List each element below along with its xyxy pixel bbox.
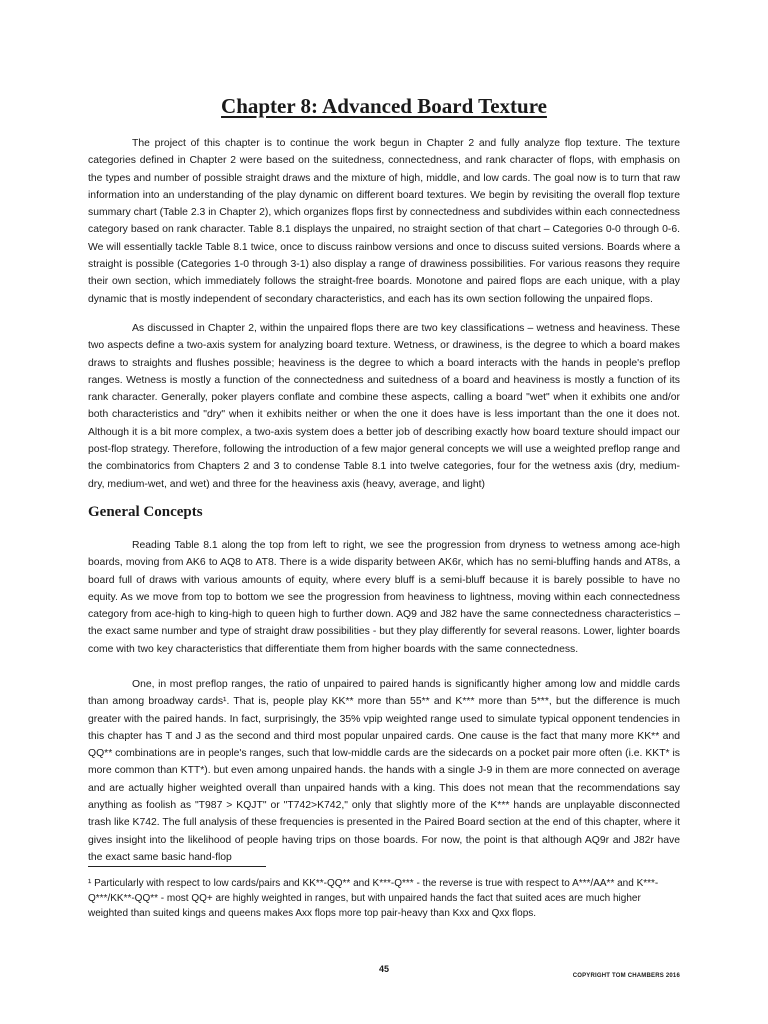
page-number: 45 [378, 964, 389, 974]
chapter-title: Chapter 8: Advanced Board Texture [221, 94, 547, 118]
body-paragraph: Reading Table 8.1 along the top from left to right, we see the progression from dryness to wetness among ace-high boards, moving from AK6 to AQ8 to AT8. There is a wide disparity between AK6r, which has no semi-bluffing hands and AT8s, a board full of draws with various amounts of equity, where every bluff is a semi-bluff because it is barely possible to have no equity. As we move from top to bottom we see the progression from heaviness to lightness, moving within each connectedness category from ace-high to king-high to queen high to further down. AQ9 and J82 have the same connectedness characteristics – the exact same number and type of straight draw possibilities - but they play differently for several reasons. Lower, lighter boards come with two key characteristics that differentiate them from higher boards with the same connectedness. [88, 540, 680, 655]
section-heading: General Concepts [88, 504, 203, 520]
body-paragraph: One, in most preflop ranges, the ratio of unpaired to paired hands is significantly higher among low and middle cards than among broadway cards¹. That is, people play KK** more than 55** and K*** more than 5***, but the difference is much greater with the paired hands. In fact, surprisingly, the 35% vpip weighted range used to simulate typical opponent tendencies in this chapter has T and J as the second and third most popular unpaired cards. One cause is the fact that many more KK** and QQ** combinations are in people's ranges, such that low-middle cards are the sidecards on a pocket pair more often (i.e. KKT* is more common than KTT*). but even among unpaired hands. the hands with a single J-9 in them are more connected on average and are actually higher weighted overall than unpaired hands with a king. This does not mean that the recommendations say anything as foolish as "T987 > KQJT" or "T742>K742," only that slightly more of the K*** hands are unplayable disconnected trash like K742. The full analysis of these frequencies is presented in the Paired Board section at the end of this chapter, where it gives insight into the likelihood of people having trips on those boards. For now, the point is that although AQ9r and J82r have the exact same basic hand-flop [88, 679, 680, 863]
copyright-notice: COPYRIGHT TOM CHAMBERS 2016 [572, 973, 680, 979]
footnote: ¹ Particularly with respect to low cards/pairs and KK**-QQ** and K***-Q*** - the reverse is true with respect to A***/AA** and K***-Q***/KK**-QQ** - most QQ+ are highly weighted in ranges, but with unpaired hands the fact that suited aces are much higher weighted than suited kings and queens makes Axx flops more top pair-heavy than Kxx and Qxx flops. [88, 878, 659, 919]
document-page [88, 0, 680, 1024]
body-paragraph: The project of this chapter is to continue the work begun in Chapter 2 and fully analyze flop texture. The texture categories defined in Chapter 2 were based on the suitedness, connectedness, and rank character of flops, with emphasis on the types and number of possible straight draws and the mixture of high, middle, and low cards. The goal now is to turn that raw information into an understanding of the play dynamic on different board textures. We begin by revisiting the overall flop texture summary chart (Table 2.3 in Chapter 2), which organizes flops first by connectedness and subdivides within each connectedness category based on rank character. Table 8.1 displays the unpaired, no straight section of that chart – Categories 0-0 through 0-6. We will essentially tackle Table 8.1 twice, once to discuss rainbow versions and once to discuss suited versions. Boards where a straight is possible (Categories 1-0 through 3-1) also display a range of drawiness possibilities. For various reasons they require their own section, which immediately follows the straight-free boards. Monotone and paired flops are each unique, with a play dynamic that is mostly independent of secondary characteristics, and each has its own section following the unpaired flops. [88, 138, 680, 305]
body-paragraph: As discussed in Chapter 2, within the unpaired flops there are two key classifications – wetness and heaviness. These two aspects define a two-axis system for analyzing board texture. Wetness, or drawiness, is the degree to which a board makes draws to straights and flushes possible; heaviness is the degree to which a board interacts with the hands in people's preflop ranges. Wetness is mostly a function of the connectedness and suitedness of a board and heaviness is mostly a function of its rank character. Generally, poker players conflate and combine these aspects, calling a board "wet" when it exhibits one and/or both characteristics and "dry" when it exhibits neither or when the one it does have is less important than the one it does not. Although it is a bit more complex, a two-axis system does a better job of describing exactly how board texture should impact our post-flop strategy. Therefore, following the introduction of a few major general concepts we will use a weighted preflop range and the combinatorics from Chapters 2 and 3 to condense Table 8.1 into twelve categories, four for the wetness axis (dry, medium-dry, medium-wet, and wet) and three for the heaviness axis (heavy, average, and light) [88, 323, 680, 490]
footnote-divider [88, 866, 266, 867]
